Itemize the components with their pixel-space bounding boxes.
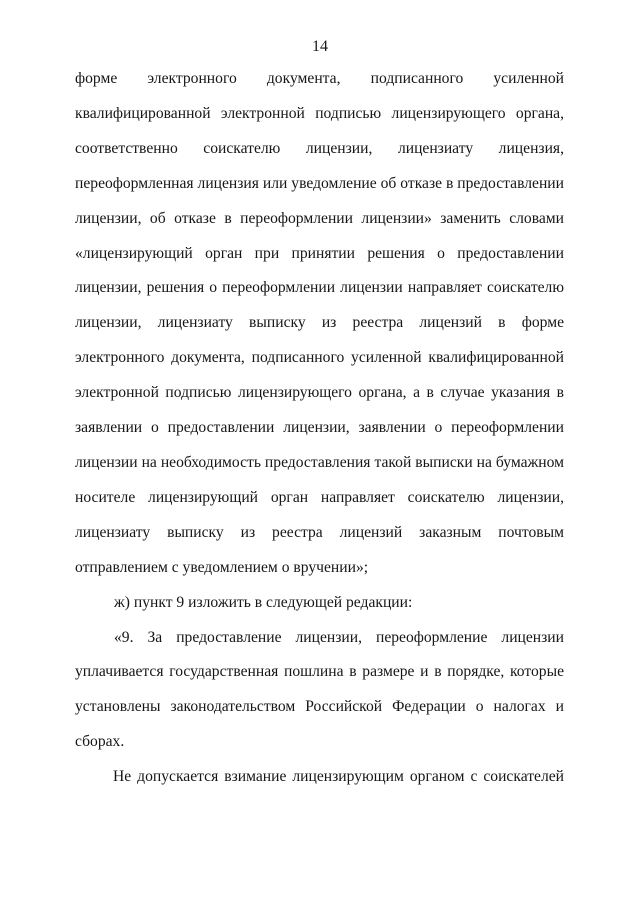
paragraph-point-9-text: «9. За предоставление лицензии, переоформление лицензии уплачивается государственная пошлина в размере и в порядке, которые установлены законодательством Российской Федерации о налогах и сборах. — [75, 628, 564, 751]
paragraph-license-statement: форме электронного документа, подписанного усиленной квалифицированной электронной подписью лицензирующего органа, соответственно соискателю лицензии, лицензиату лицензия, переоформленная лицензия или уведомление об отказе в предоставлении лицензии, об отказе в переоформлении лицензии» заменить словами «лицензирующий орган при принятии решения о предоставлении лицензии, решения о переоформлении лицензии направляет соискателю лицензии, лицензиату выписку из реестра лицензий в форме электронного документа, подписанного усиленной квалифицированной электронной подписью лицензирующего органа, а в случае указания в заявлении о предоставлении лицензии, заявлении о переоформлении лицензии на необходимость предоставления такой выписки на бумажном носителе лицензирующий орган направляет соискателю лицензии, лицензиату выписку из реестра лицензий заказным почтовым отправлением с уведомлением о вручении»; — [75, 70, 564, 576]
page-number: 14 — [312, 38, 328, 55]
paragraph-fee-prohibition: Не допускается взимание лицензирующим органом с соискателей — [113, 768, 564, 786]
paragraph-point-9-intro: ж) пункт 9 изложить в следующей редакции: — [114, 593, 413, 611]
document-body — [75, 62, 564, 795]
